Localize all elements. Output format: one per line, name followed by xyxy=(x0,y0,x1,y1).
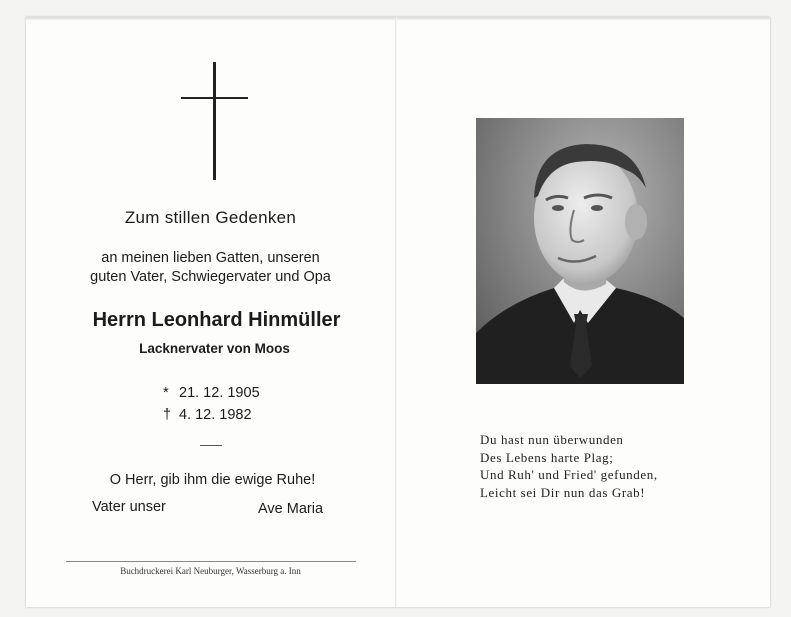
deceased-subtitle: Lacknervater von Moos xyxy=(139,341,290,356)
death-date: 4. 12. 1982 xyxy=(179,407,252,423)
birth-date: 21. 12. 1905 xyxy=(179,385,260,401)
intro-line-1: an meinen lieben Gatten, unseren xyxy=(101,250,320,266)
poem-line-1: Du hast nun überwunden xyxy=(480,432,624,447)
life-dates xyxy=(163,382,260,426)
poem-line-2: Des Lebens harte Plag; xyxy=(480,449,614,465)
printer-divider xyxy=(66,561,356,562)
latin-cross-icon xyxy=(181,62,251,182)
intro-line-2: guten Vater, Schwiegervater und Opa xyxy=(90,269,331,285)
divider xyxy=(200,445,222,446)
birth-symbol: * xyxy=(163,385,169,401)
remembrance-heading: Zum stillen Gedenken xyxy=(124,208,297,227)
poem-line-3: Und Ruh' und Fried' gefunden, xyxy=(480,467,658,482)
poem-line-4: Leicht sei Dir nun das Grab! xyxy=(480,484,646,500)
deceased-name: Herrn Leonhard Hinmüller xyxy=(92,309,341,331)
portrait-photo xyxy=(476,118,684,384)
memorial-card xyxy=(26,17,770,607)
right-panel xyxy=(397,17,770,607)
prayer-ave-maria: Ave Maria xyxy=(258,501,324,517)
prayer-vater-unser: Vater unser xyxy=(92,499,166,515)
printer-credit: Buchdruckerei Karl Neuburger, Wasserburg a. Inn xyxy=(120,566,301,576)
prayer-line: O Herr, gib ihm die ewige Ruhe! xyxy=(109,472,316,488)
death-symbol: † xyxy=(163,407,172,423)
left-panel xyxy=(26,17,395,607)
death-date-row xyxy=(163,404,260,426)
birth-date-row xyxy=(163,382,260,404)
poem xyxy=(480,431,658,501)
